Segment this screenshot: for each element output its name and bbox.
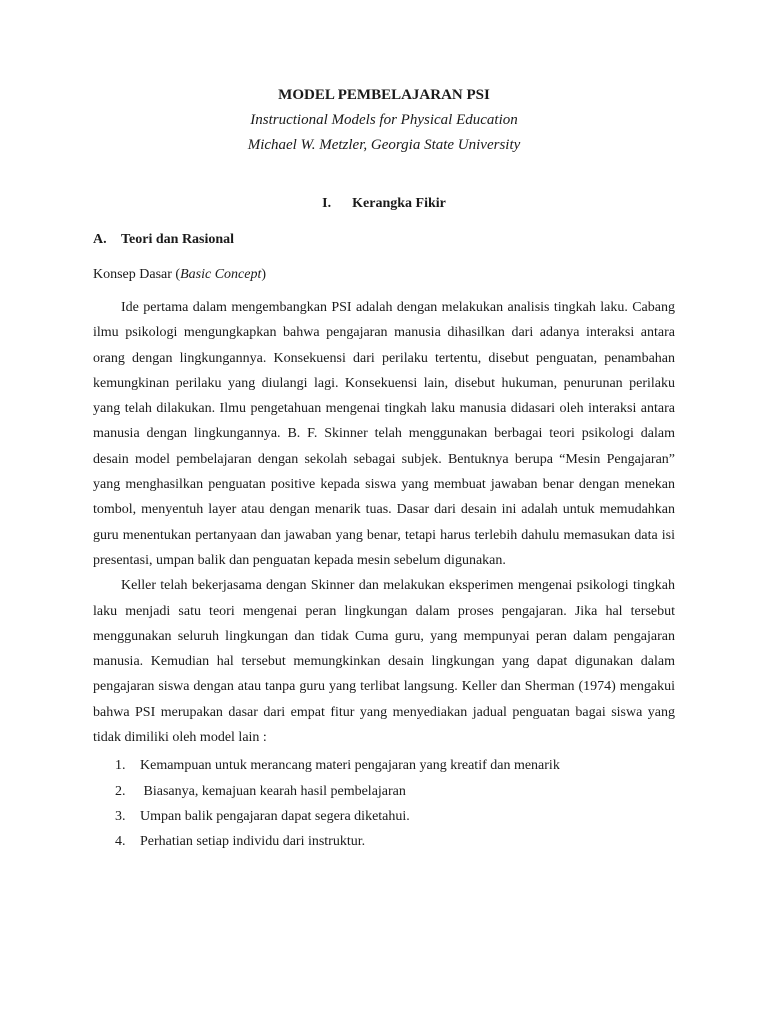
- list-item: [93, 779, 675, 804]
- concept-prefix: Konsep Dasar (: [93, 267, 181, 282]
- chapter-number: I.: [322, 196, 332, 211]
- list-item: [93, 804, 675, 829]
- list-item-text: Biasanya, kemajuan kearah hasil pembelajaran: [140, 783, 406, 799]
- chapter-heading: [93, 195, 675, 213]
- document-page: [93, 86, 675, 855]
- list-item: [93, 753, 675, 778]
- document-author: Michael W. Metzler, Georgia State University: [247, 137, 521, 153]
- list-item-number: 2.: [115, 783, 126, 799]
- section-title: Teori dan Rasional: [121, 232, 235, 247]
- section-heading: [93, 231, 675, 249]
- list-item-number: 3.: [115, 808, 126, 824]
- document-subtitle: Instructional Models for Physical Education: [250, 112, 518, 128]
- list-item-number: 4.: [115, 834, 126, 850]
- list-item-number: 1.: [115, 758, 126, 774]
- list-item-text: Umpan balik pengajaran dapat segera diketahui.: [140, 808, 410, 824]
- list-item-text: Perhatian setiap individu dari instruktur.: [140, 834, 366, 850]
- subsection-heading: [93, 266, 675, 284]
- document-title: MODEL PEMBELAJARAN PSI: [278, 87, 490, 103]
- concept-suffix: ): [261, 267, 267, 282]
- list-item-text: Kemampuan untuk merancang materi pengajaran yang kreatif dan menarik: [140, 758, 560, 774]
- feature-list: [93, 753, 675, 854]
- section-number: A.: [93, 232, 107, 247]
- concept-italic: Basic Concept: [180, 267, 262, 282]
- list-item: [93, 829, 675, 854]
- chapter-title: Kerangka Fikir: [352, 196, 446, 211]
- body-paragraph: Keller telah bekerjasama dengan Skinner dan melakukan eksperimen mengenai psikologi tingkah laku menjadi satu teori mengenai peran lingkungan dalam proses pengajaran. Jika hal tersebut menggunakan seluruh lingkungan dan tidak Cuma guru, yang mempunyai peran dalam pengajaran manusia. Kemudian hal tersebut memungkinkan desain lingkungan yang dapat digunakan dalam pengajaran siswa dengan atau tanpa guru yang terlibat langsung. Keller dan Sherman (1974) mengakui bahwa PSI merupakan dasar dari empat fitur yang menyediakan jadual penguatan bagai siswa yang tidak dimiliki oleh model lain :: [93, 578, 675, 746]
- body-paragraph: Ide pertama dalam mengembangkan PSI adalah dengan melakukan analisis tingkah laku. Cabang ilmu psikologi mengungkapkan bahwa pengajaran manusia dihasilkan dari adanya interaksi antara orang dengan lingkungannya. Konsekuensi dari perilaku tertentu, disebut penguatan, penambahan kemungkinan perilaku yang diulangi lagi. Konsekuensi lain, disebut hukuman, penurunan perilaku yang telah dilakukan. Ilmu pengetahuan mengenai tingkah laku manusia didasari oleh interaksi antara manusia dengan lingkungannya. B. F. Skinner telah menggunakan berbagai teori psikologi dalam desain model pembelajaran dengan sekolah sebagai subjek. Bentuknya berupa “Mesin Pengajaran” yang menghasilkan penguatan positive kepada siswa yang membuat jawaban benar dengan menekan tombol, menyentuh layer atau dengan menarik tuas. Dasar dari desain ini adalah untuk memudahkan guru menentukan pertanyaan dan jawaban yang benar, tetapi harus terlebih dahulu memasukan data isi presentasi, umpan balik dan penguatan kepada mesin sebelum digunakan.: [93, 300, 675, 568]
